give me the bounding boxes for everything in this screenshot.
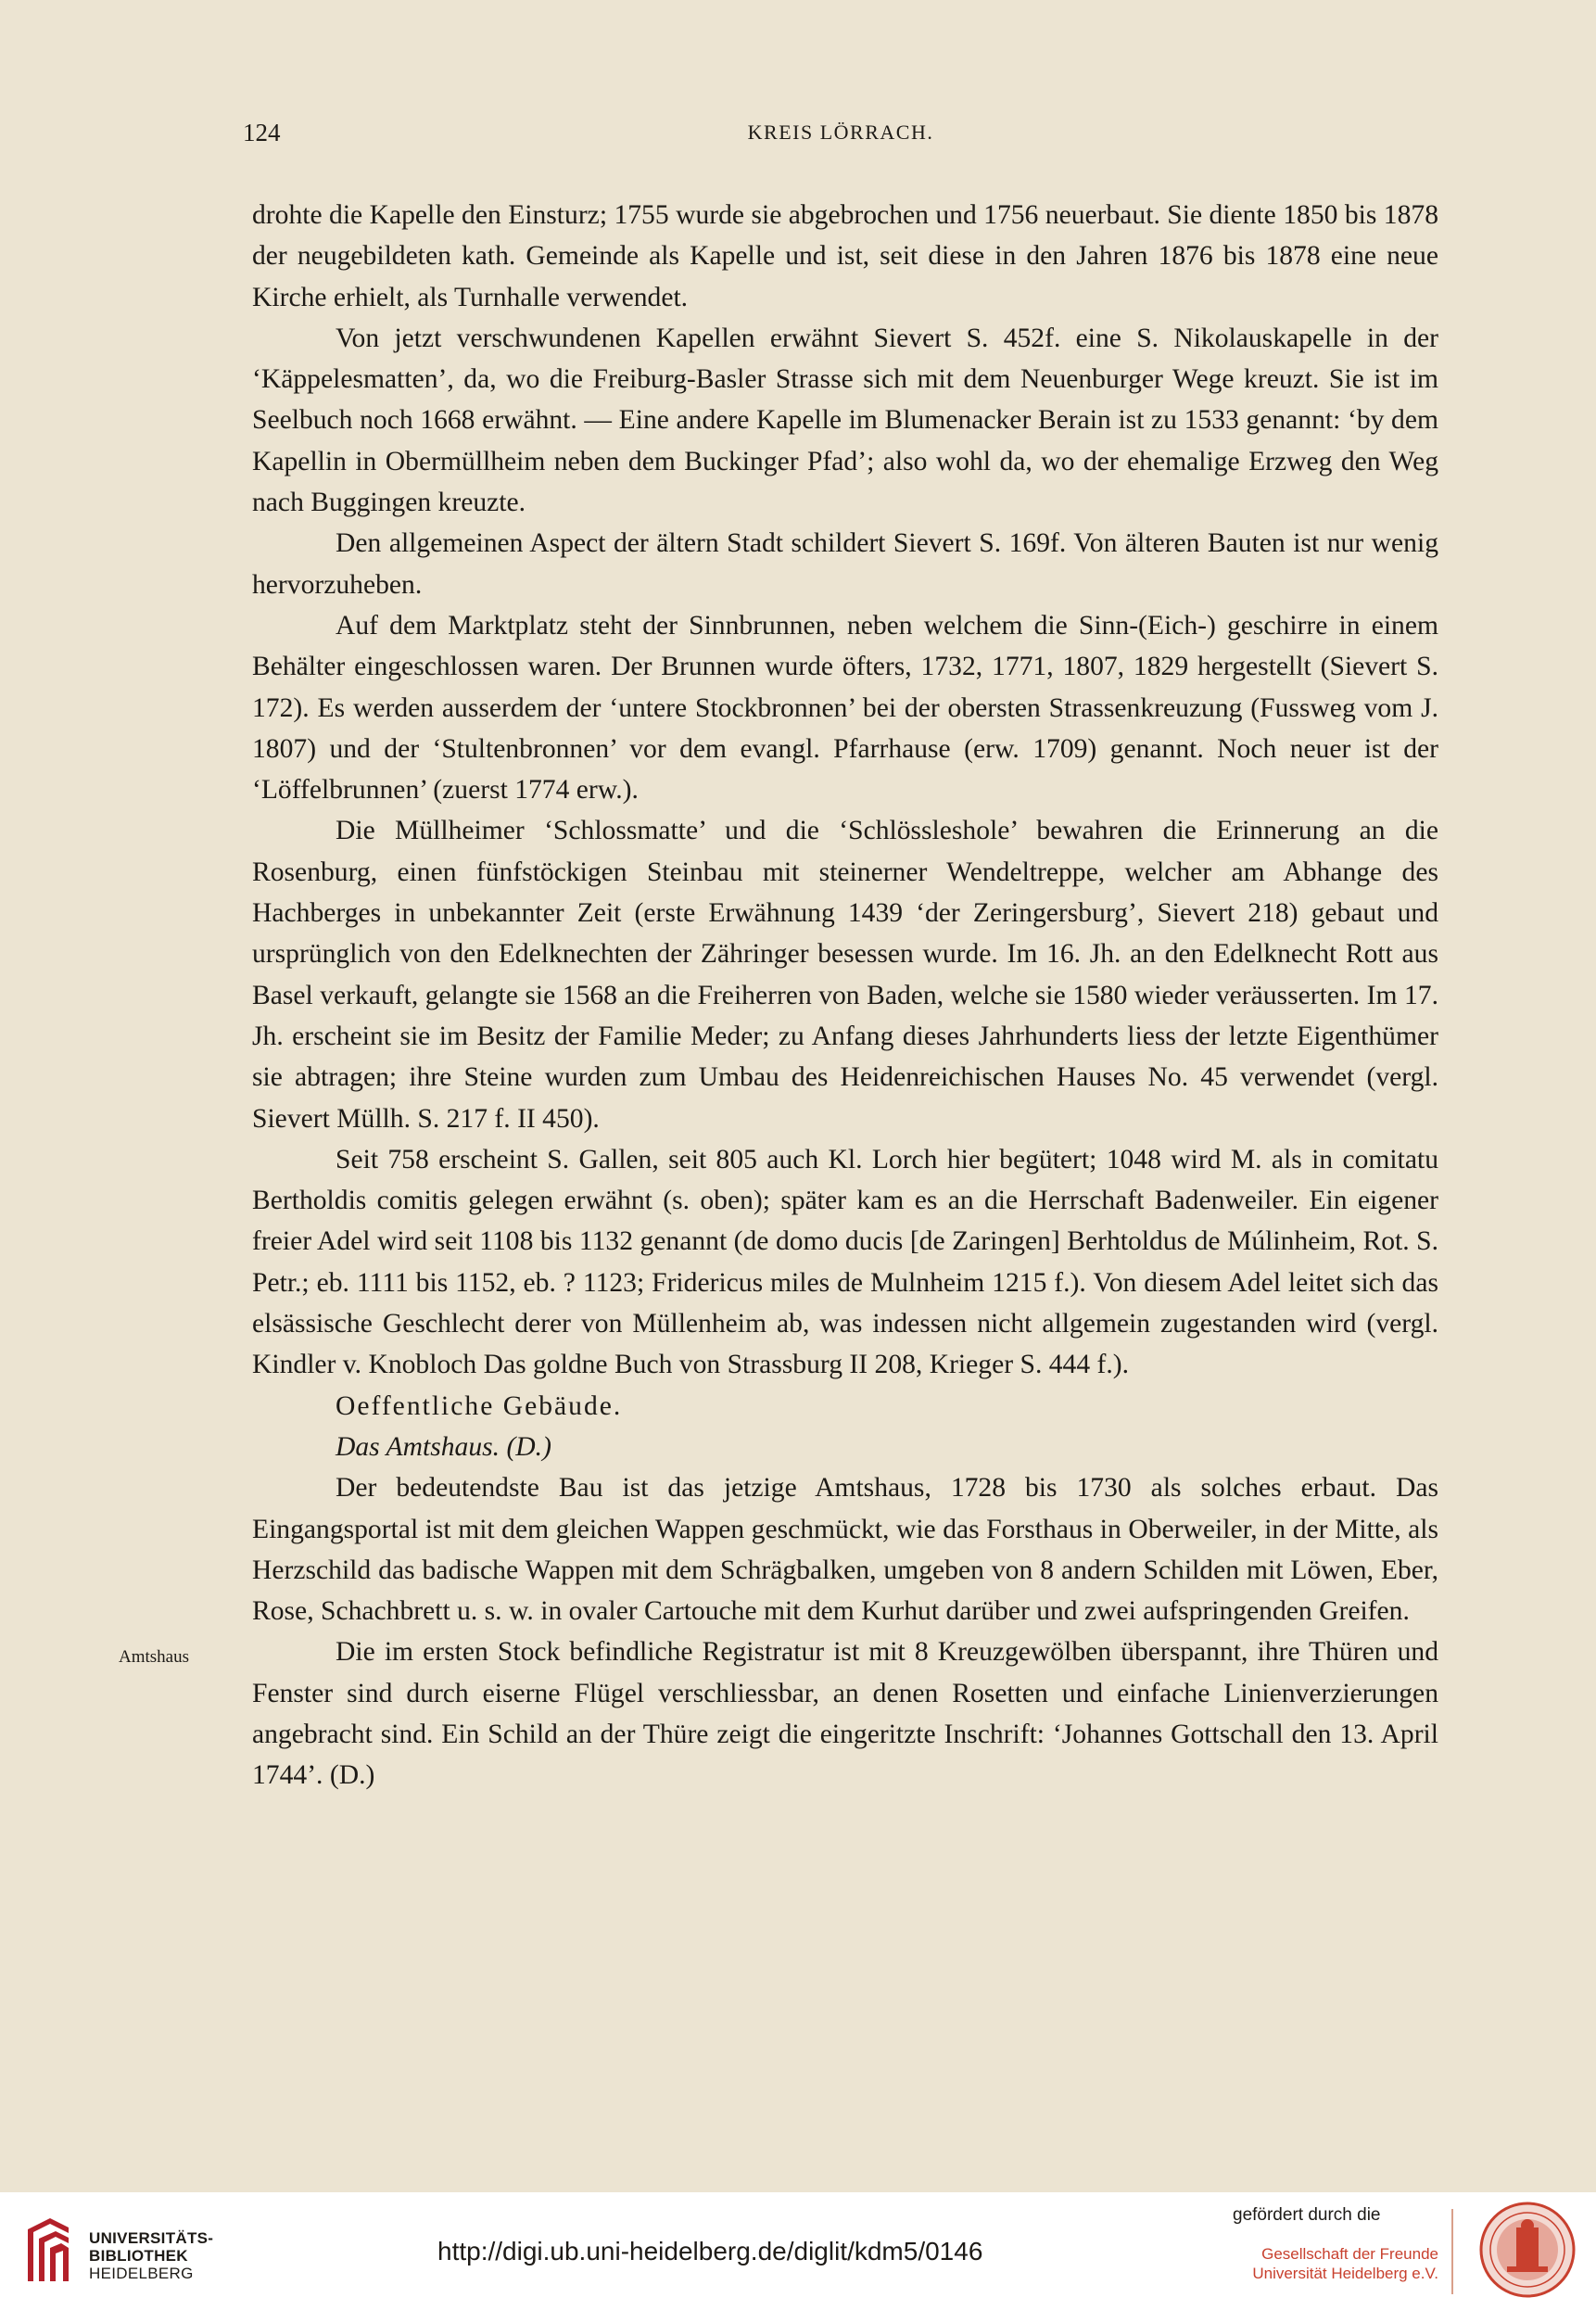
paragraph: Die im ersten Stock befindliche Registratur ist mit 8 Kreuzgewölben überspannt, ihre Thüren und Fenster sind durch eiserne Flügel verschliessbar, an denen Rosetten und einfache Linienverzierungen angebracht sind. Ein Schild an der Thüre zeigt die eingeritzte Inschrift: ‘Johannes Gottschall den 13. April 1744’. (D.) <box>252 1637 1438 1791</box>
library-name-line: HEIDELBERG <box>89 2265 194 2282</box>
section-heading: Oeffentliche Gebäude. <box>336 1390 623 1421</box>
paragraph: Von jetzt verschwundenen Kapellen erwähnt Sievert S. 452f. eine S. Nikolauskapelle in der ‘Käppelesmatten’, da, wo die Freiburg-Basler Strasse sich mit dem Neuenburger Wege kreuzt. Sie ist im Seelbuch noch 1668 erwähnt. — Eine andere Kapelle im Blumenacker Berain ist zu 1533 genannt: ‘by dem Kapellin in Obermüllheim neben dem Buckinger Pfad’; also wohl da, wo der ehemalige Erzweg den Weg nach Buggingen kreuzte. <box>252 323 1438 518</box>
library-name-line: BIBLIOTHEK <box>89 2247 188 2265</box>
margin-note: Amtshaus <box>119 1647 189 1667</box>
paragraph: Auf dem Marktplatz steht der Sinnbrunnen, neben welchem die Sinn-(Eich-) geschirre in einem Behälter eingeschlossen waren. Der Brunnen wurde öfters, 1732, 1771, 1807, 1829 hergestellt (Sievert S. 172). Es werden ausserdem der ‘untere Stockbronnen’ bei der obersten Strassenkreuzung (Fussweg vom J. 1807) und der ‘Stultenbronnen’ vor dem evangl. Pfarrhause (erw. 1709) genannt. Noch neuer ist der ‘Löffelbrunnen’ (zuerst 1774 erw.). <box>252 610 1438 806</box>
divider <box>1451 2209 1453 2294</box>
page-header <box>243 119 1438 156</box>
footer-bar <box>0 2192 1596 2310</box>
paragraph: Den allgemeinen Aspect der ältern Stadt schildert Sievert S. 169f. Von älteren Bauten ist nur wenig hervorzuheben. <box>252 528 1438 600</box>
paragraph: Seit 758 erscheint S. Gallen, seit 805 auch Kl. Lorch hier begütert; 1048 wird M. als in comitatu Bertholdis comitis gelegen erwähnt (s. oben); später kam es an die Herrschaft Badenweiler. Ein eigener freier Adel wird seit 1108 bis 1132 genannt (de domo ducis [de Zaringen] Berhtoldus de Múlinheim, Rot. S. Petr.; eb. 1111 bis 1152, eb. ? 1123; Fridericus miles de Mulnheim 1215 f.). Von diesem Adel leitet sich das elsässische Geschlecht derer von Müllenheim ab, was indessen nicht allgemein zugestanden wird (vergl. Kindler v. Knobloch Das goldne Buch von Strassburg II 208, Krieger S. 444 f.). <box>252 1144 1438 1380</box>
sponsor-name-line: Gesellschaft der Freunde <box>1261 2245 1438 2263</box>
page-number: 124 <box>243 119 281 146</box>
paragraph: Der bedeutendste Bau ist das jetzige Amtshaus, 1728 bis 1730 als solches erbaut. Das Eingangsportal ist mit dem gleichen Wappen geschmückt, wie das Forsthaus in Oberweiler, in der Mitte, als Herzschild das badische Wappen mit dem Schrägbalken, umgeben von 8 andern Schilden mit Löwen, Eber, Rose, Schachbrett u. s. w. in ovaler Cartouche mit dem Kurhut darüber und zwei aufspringenden Greifen. <box>252 1473 1438 1627</box>
running-head: KREIS LÖRRACH. <box>747 121 934 144</box>
permalink-url[interactable]: http://digi.ub.uni-heidelberg.de/diglit/kdm5/0146 <box>437 2237 983 2266</box>
subsection-heading: Das Amtshaus. (D.) <box>336 1431 551 1462</box>
library-name <box>89 2229 213 2282</box>
paragraph: drohte die Kapelle den Einsturz; 1755 wurde sie abgebrochen und 1756 neuerbaut. Sie diente 1850 bis 1878 der neugebildeten kath. Gemeinde als Kapelle und ist, seit diese in den Jahren 1876 bis 1878 eine neue Kirche erhielt, als Turnhalle verwendet. <box>252 200 1438 312</box>
paragraph: Die Müllheimer ‘Schlossmatte’ und die ‘Schlössleshole’ bewahren die Erinnerung an die Rosenburg, einen fünfstöckigen Steinbau mit steinerner Wendeltreppe, welcher am Abhange des Hachberges in unbekannter Zeit (erste Erwähnung 1439 ‘der Zeringersburg’, Sievert 218) gebaut und ursprünglich von den Edelknechten der Zähringer besessen wurde. Im 16. Jh. an den Edelknecht Rott aus Basel verkauft, gelangte sie 1568 an die Freiherren von Baden, welche sie 1580 wieder veräusserten. Im 17. Jh. erscheint sie im Besitz der Familie Meder; zu Anfang dieses Jahrhunderts liess der letzte Eigenthümer sie abtragen; ihre Steine wurden zum Umbau des Heidenreichischen Hauses No. 45 verwendet (vergl. Sievert Müllh. S. 217 f. II 450). <box>252 816 1438 1134</box>
library-logo-icon <box>22 2213 74 2287</box>
library-name-line: UNIVERSITÄTS- <box>89 2229 214 2247</box>
sponsor-name-line: Universität Heidelberg e.V. <box>1252 2265 1438 2282</box>
sponsor-name <box>1233 2244 1438 2283</box>
sponsor-label: gefördert durch die <box>1233 2205 1381 2225</box>
university-seal-icon <box>1479 2202 1576 2298</box>
body-text <box>252 195 1438 1796</box>
